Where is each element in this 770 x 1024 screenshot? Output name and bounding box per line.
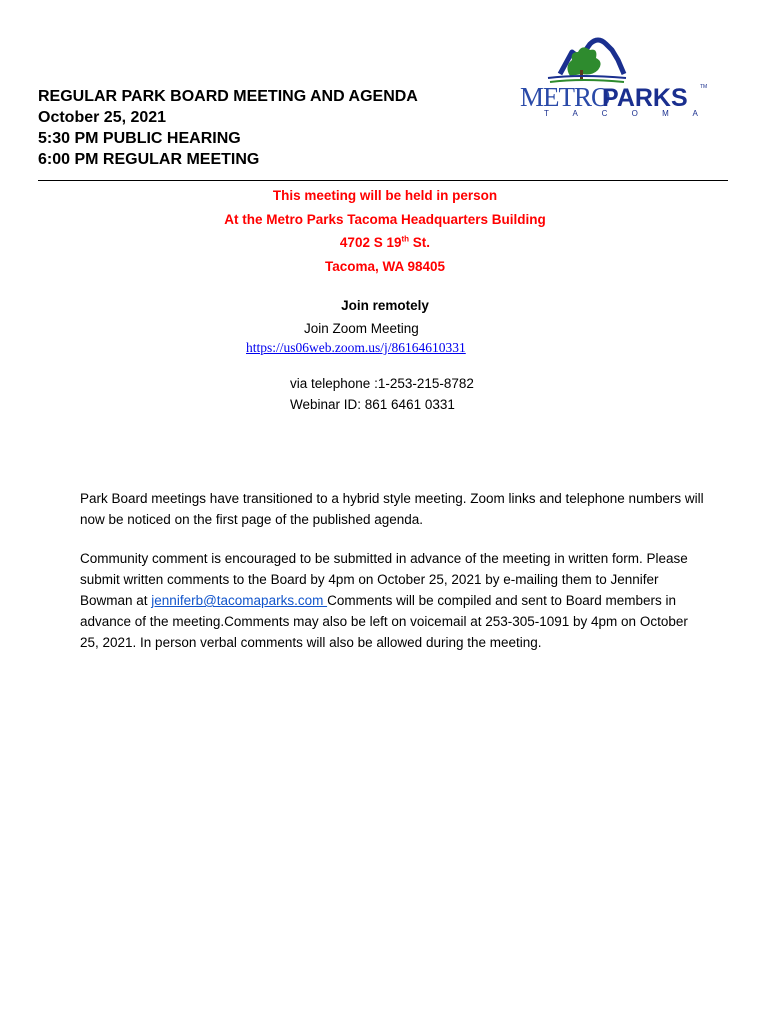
- metro-parks-logo-icon: [520, 30, 710, 116]
- location-block: [0, 184, 770, 278]
- header-title: REGULAR PARK BOARD MEETING AND AGENDA: [38, 88, 418, 105]
- email-link[interactable]: jenniferb@tacomaparks.com: [151, 593, 328, 608]
- location-in-person: This meeting will be held in person: [272, 188, 498, 203]
- location-city: Tacoma, WA 98405: [324, 258, 446, 274]
- header-regular-meeting: 6:00 PM REGULAR MEETING: [38, 151, 260, 168]
- community-comment-paragraph: Community comment is encouraged to be submitted in advance of the meeting in written form. Please submit written comments to the Board by 4pm on October 25, 2021 by e-mailing them to Jennifer Bowman at jenniferb@tacomaparks.com Comments will be compiled and sent to Board members in advance of the meeting.Comments may also be left on voicemail at 253-305-1091 by 4pm on October 25, 2021. In person verbal comments will also be allowed during the meeting.: [80, 551, 688, 650]
- header-public-hearing: 5:30 PM PUBLIC HEARING: [38, 130, 241, 147]
- hybrid-meeting-paragraph: Park Board meetings have transitioned to a hybrid style meeting. Zoom links and telephone numbers will now be noticed on the first page of the published agenda.: [80, 491, 704, 527]
- header-divider: [38, 180, 728, 181]
- phone-info: [290, 374, 474, 415]
- header-date: October 25, 2021: [38, 109, 167, 126]
- logo-tacoma-text: T A C O M A: [544, 109, 709, 116]
- location-street: 4702 S 19th St.: [339, 234, 431, 250]
- logo-parks-text: PARKS: [602, 84, 688, 112]
- metro-parks-logo: [520, 30, 710, 116]
- location-building: At the Metro Parks Tacoma Headquarters Building: [224, 211, 546, 227]
- join-remotely-title: Join remotely: [341, 298, 429, 313]
- zoom-meeting-link[interactable]: https://us06web.zoom.us/j/86164610331: [246, 340, 466, 355]
- webinar-id: Webinar ID: 861 6461 0331: [290, 396, 455, 412]
- meeting-header: [38, 86, 498, 170]
- phone-number: via telephone :1-253-215-8782: [290, 376, 474, 391]
- zoom-meeting-label: Join Zoom Meeting: [304, 321, 419, 336]
- logo-tm-text: TM: [700, 84, 708, 90]
- logo-metro-text: METRO: [520, 82, 610, 112]
